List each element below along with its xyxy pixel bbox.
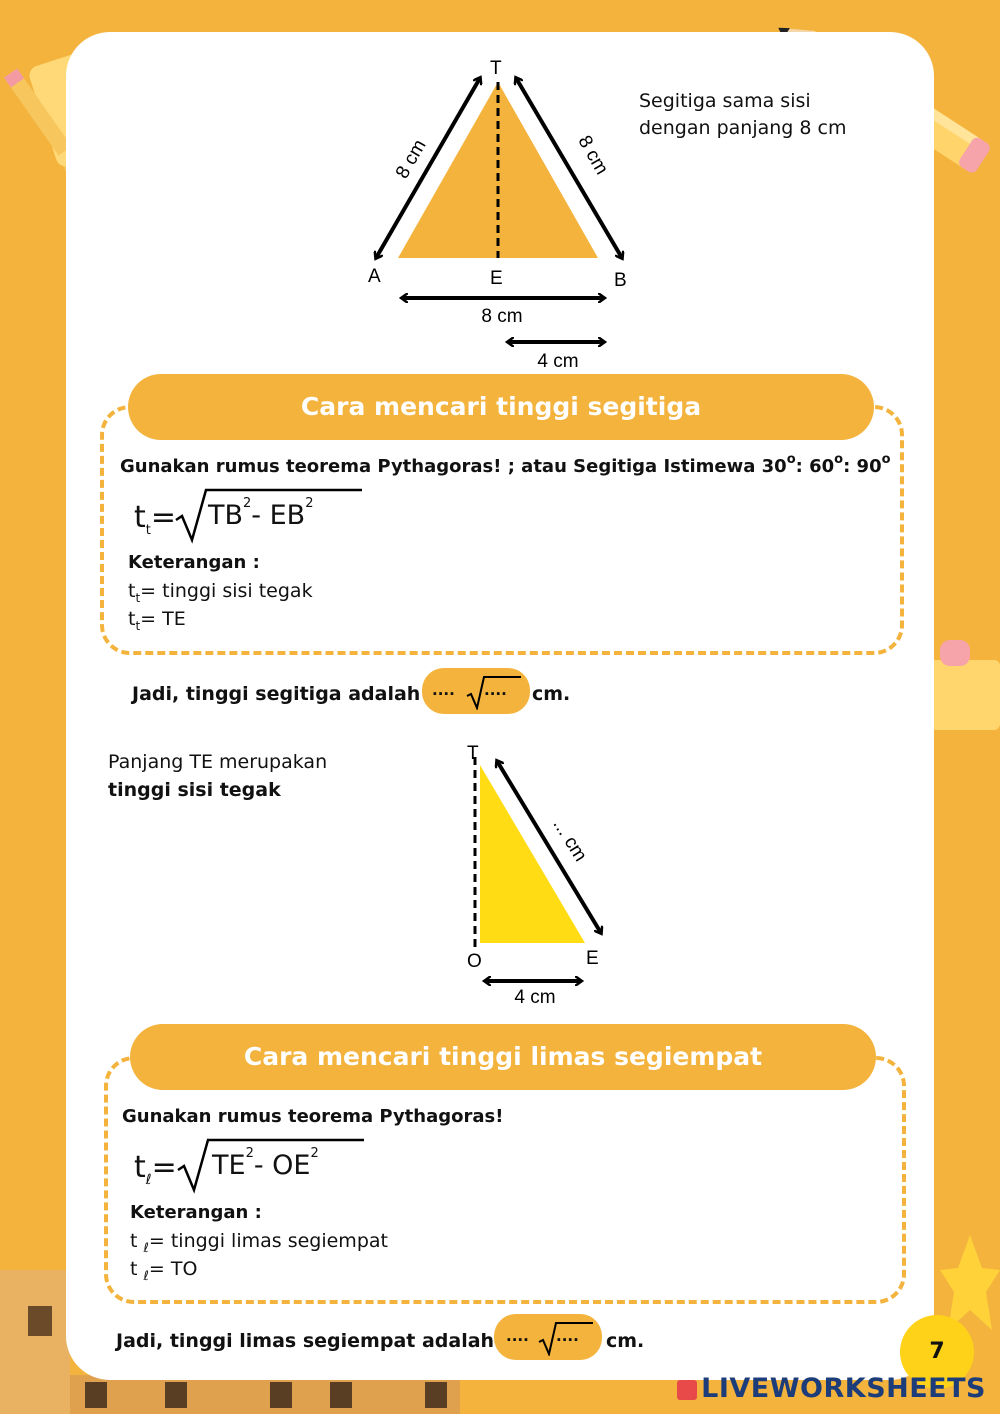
degree-90: o xyxy=(881,452,891,467)
left-side-length: 8 cm xyxy=(391,136,431,183)
term-te: TE xyxy=(212,1150,246,1181)
term-tb: TB xyxy=(208,500,244,531)
label-o: O xyxy=(467,951,482,972)
note1-sub: t xyxy=(135,590,141,605)
exp-oe: 2 xyxy=(310,1146,319,1161)
label-e: E xyxy=(490,268,503,289)
triangle-caption xyxy=(639,88,846,142)
exp-te: 2 xyxy=(245,1146,254,1161)
formula2-eq: = xyxy=(151,1150,177,1185)
figure2-line-1: Panjang TE merupakan xyxy=(108,751,328,773)
degree-30: o xyxy=(786,452,796,467)
section2-note1 xyxy=(130,1230,388,1256)
label-t2: T xyxy=(467,743,479,764)
hypotenuse-length: ... cm xyxy=(548,814,591,866)
note1-text: = tinggi sisi tegak xyxy=(140,580,313,602)
term-oe: - OE xyxy=(253,1150,311,1181)
base-length-2: 4 cm xyxy=(514,987,556,1008)
formula2-sub: ℓ xyxy=(145,1172,152,1188)
section2-radicand xyxy=(212,1146,319,1181)
section1-keterangan: Keterangan : xyxy=(128,552,260,573)
figure2-text xyxy=(108,748,327,804)
section1-radicand xyxy=(208,496,314,531)
note2-text: = TE xyxy=(140,608,186,630)
half-base-length: 4 cm xyxy=(537,351,579,372)
instruction-text: Gunakan rumus teorema Pythagoras! ; atau Segitiga Istimewa 30 xyxy=(120,456,787,477)
label-e2: E xyxy=(586,948,599,969)
answer-input-2[interactable] xyxy=(494,1314,602,1360)
degree-60: o xyxy=(834,452,844,467)
logo-icon xyxy=(677,1380,697,1400)
section1-formula xyxy=(134,500,176,538)
note1-t: t xyxy=(128,580,136,602)
section1-title: Cara mencari tinggi segitiga xyxy=(128,374,874,440)
section2-title: Cara mencari tinggi limas segiempat xyxy=(130,1024,876,1090)
label-b: B xyxy=(614,270,627,291)
liveworksheets-logo xyxy=(677,1373,986,1404)
formula-lhs: t xyxy=(134,500,146,535)
note2-1-sub: ℓ xyxy=(143,1240,149,1256)
note2-sub: t xyxy=(135,618,141,633)
page-number: 7 xyxy=(900,1315,974,1389)
blank-radicand-1: .... xyxy=(484,681,507,699)
term-eb: - EB xyxy=(251,500,306,531)
angle-60: : 60 xyxy=(795,456,835,477)
section1-conclusion: Jadi, tinggi segitiga adalah xyxy=(132,683,421,705)
section2-formula xyxy=(134,1150,177,1188)
base-length: 8 cm xyxy=(481,306,523,327)
section1-note2 xyxy=(128,608,186,633)
note2-1-t: t xyxy=(130,1230,138,1252)
section2-instruction: Gunakan rumus teorema Pythagoras! xyxy=(122,1106,504,1127)
exp-eb: 2 xyxy=(305,496,314,511)
label-a: A xyxy=(368,266,381,287)
section1-note1 xyxy=(128,580,313,605)
section2-keterangan: Keterangan : xyxy=(130,1202,262,1223)
figure2-line-2: tinggi sisi tegak xyxy=(108,779,281,801)
blank-coefficient-1: .... xyxy=(432,681,455,699)
section1-unit: cm. xyxy=(532,683,571,705)
note2-1-text: = tinggi limas segiempat xyxy=(148,1230,388,1252)
section2-unit: cm. xyxy=(606,1330,645,1352)
formula-sub: t xyxy=(145,523,151,538)
exp-tb: 2 xyxy=(243,496,252,511)
caption-line-2: dengan panjang 8 cm xyxy=(639,117,847,139)
note2-t: t xyxy=(128,608,136,630)
section2-conclusion: Jadi, tinggi limas segiempat adalah xyxy=(116,1330,495,1352)
logo-text: LIVEWORKSHEETS xyxy=(701,1373,986,1404)
formula2-lhs: t xyxy=(134,1150,146,1185)
formula-eq: = xyxy=(150,500,177,535)
note2-2-text: = TO xyxy=(148,1258,198,1280)
caption-line-1: Segitiga sama sisi xyxy=(639,90,811,112)
blank-radicand-2: .... xyxy=(556,1327,579,1345)
label-t: T xyxy=(490,58,502,79)
note2-2-sub: ℓ xyxy=(143,1268,149,1284)
blank-coefficient-2: .... xyxy=(506,1327,529,1345)
right-side-length: 8 cm xyxy=(573,132,613,179)
section1-instruction xyxy=(120,452,891,477)
equilateral-triangle-figure xyxy=(340,50,660,380)
right-triangle-figure xyxy=(455,735,635,1015)
angle-90: : 90 xyxy=(843,456,882,477)
section2-note2 xyxy=(130,1258,197,1284)
answer-input-1[interactable] xyxy=(422,668,530,714)
note2-2-t: t xyxy=(130,1258,138,1280)
